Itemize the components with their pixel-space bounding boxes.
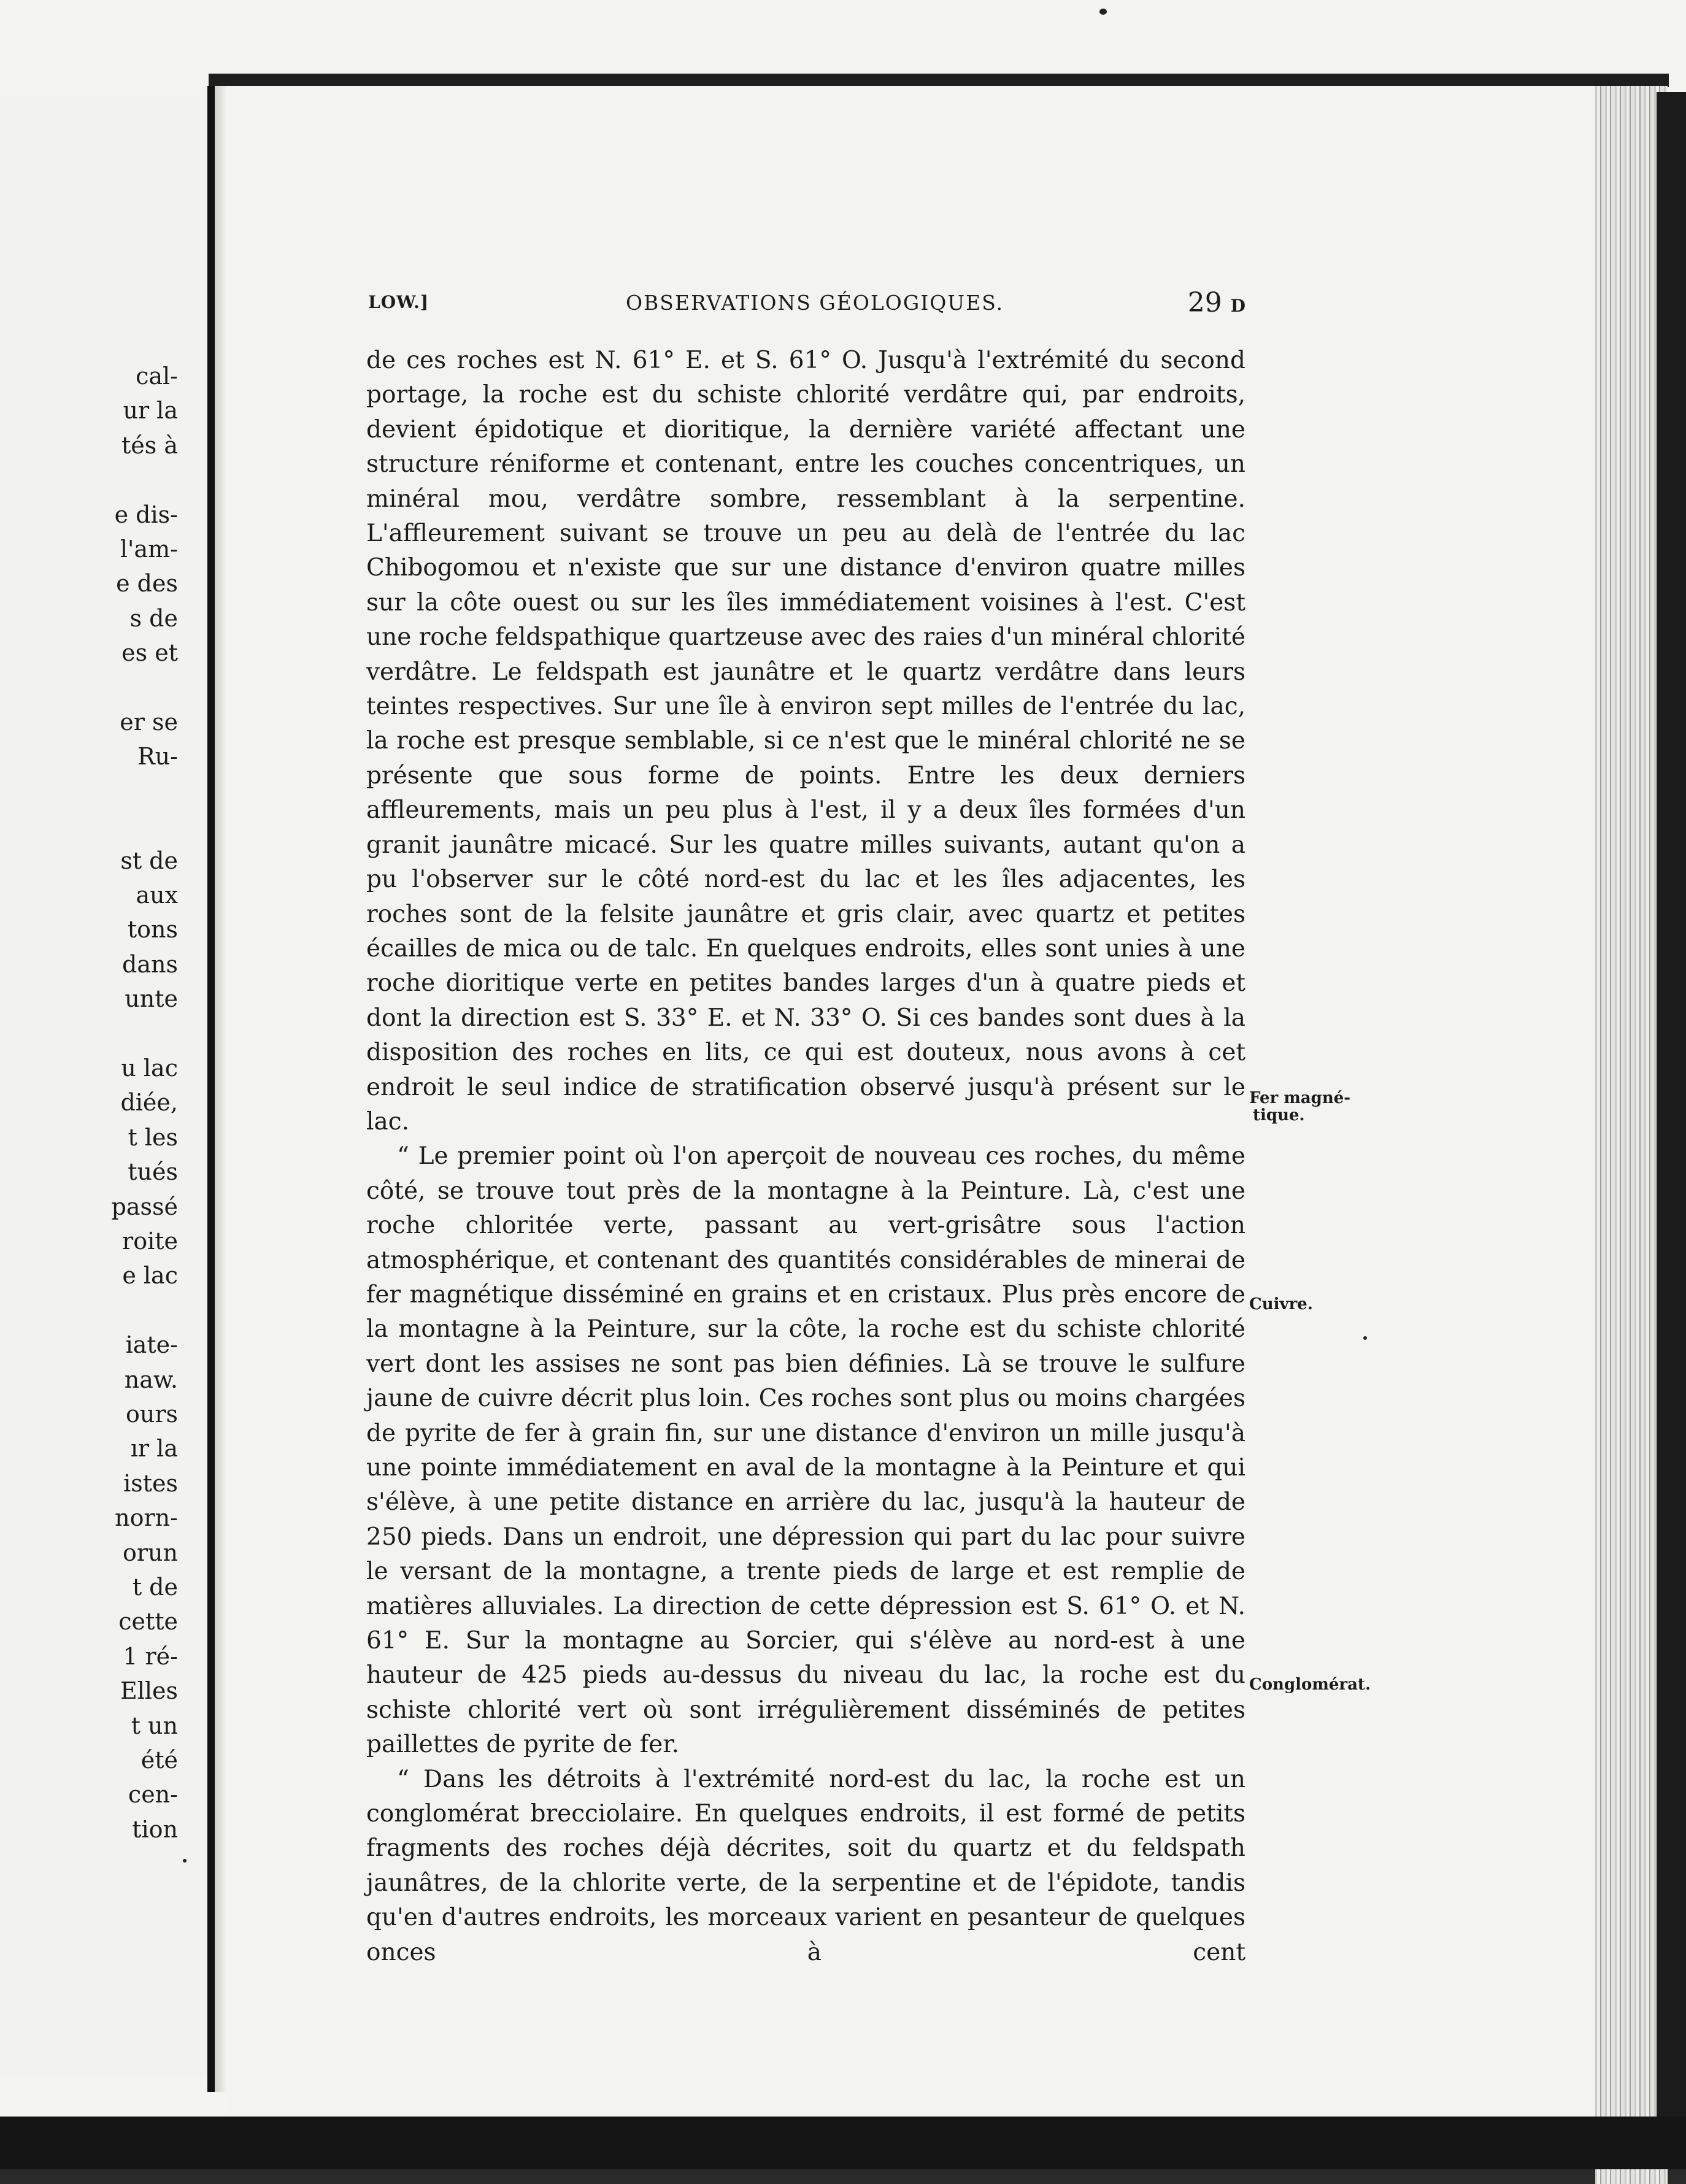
bottom-edge — [0, 2117, 1686, 2169]
left-page-line: tués — [128, 1158, 178, 1186]
margin-note-cuivre: Cuivre. — [1249, 1295, 1313, 1313]
page-number: 29 — [1187, 287, 1222, 318]
body-text — [366, 344, 1245, 1970]
left-page-line: er se — [120, 709, 178, 736]
left-page-line: e dis- — [114, 501, 178, 528]
left-page-line: st de — [120, 847, 178, 874]
left-page-line: cal- — [136, 363, 178, 390]
gutter-shadow — [215, 86, 226, 2092]
left-page-line: e lac — [122, 1262, 178, 1290]
page-suffix: D — [1230, 296, 1245, 316]
running-header — [368, 288, 1245, 325]
left-page-line: t de — [132, 1574, 178, 1601]
left-page-line: t les — [128, 1123, 178, 1151]
paragraph-1: de ces roches est N. 61° E. et S. 61° O. Jusqu'à l'extrémité du second portage, la roche est du schiste chlorité verdâtre qui, par endroits, devient épidotique et dioritique, la dernière variété affectant une structure réniforme et contenant, entre les couches concentriques, un minéral mou, verdâtre sombre, ressemblant à la serpentine. L'affleurement suivant se trouve un peu au delà de l'entrée du lac Chibogomou et n'existe que sur une distance d'environ quatre milles sur la côte ouest ou sur les îles immédiatement voisines à l'est. C'est une roche feldspathique quartzeuse avec des raies d'un minéral chlorité verdâtre. Le feldspath est jaunâtre et le quartz verdâtre dans leurs teintes respectives. Sur une île à environ sept milles de l'entrée du lac, la roche est presque semblable, si ce n'est que le minéral chlorité ne se présente que sous forme de points. Entre les deux derniers affleurements, mais un peu plus à l'est, il y a deux îles formées d'un granit jaunâtre micacé. Sur les quatre milles suivants, autant qu'on a pu l'observer sur le côté nord-est du lac et les îles adjacentes, les roches sont de la felsite jaunâtre et gris clair, avec quartz et petites écailles de mica ou de talc. En quelques endroits, elles sont unies à une roche dioritique verte en petites bandes larges d'un à quatre pieds et dont la direction est S. 33° E. et N. 33° O. Si ces bandes sont dues à la disposition des roches en lits, ce qui est douteux, nous avons à cet endroit le seul indice de stratification observé jusqu'à présent sur le lac. — [366, 347, 1245, 1136]
ink-speck — [1099, 9, 1107, 15]
left-page-line: aux — [136, 882, 178, 909]
left-page-line: passé — [111, 1193, 178, 1220]
left-page-line: istes — [123, 1469, 178, 1497]
header-page-number — [1188, 287, 1245, 318]
left-page-line: roite — [122, 1228, 178, 1255]
header-title: OBSERVATIONS GÉOLOGIQUES. — [626, 291, 1004, 315]
left-page-line: t un — [131, 1712, 178, 1739]
left-page-line: unte — [125, 985, 178, 1013]
left-page-line: 1 ré- — [123, 1642, 178, 1670]
left-page-line: dans — [122, 950, 178, 978]
left-page-line: l'am- — [120, 536, 178, 563]
left-page-line: u lac — [121, 1055, 178, 1082]
book-gutter — [207, 86, 215, 2092]
left-page-line: es et — [121, 639, 178, 667]
left-page-line: naw. — [124, 1366, 178, 1393]
ink-speck — [183, 1859, 187, 1863]
margin-note-fer — [1249, 1090, 1350, 1124]
book-cover-edge — [1657, 92, 1686, 2169]
left-page-line: ours — [125, 1401, 178, 1428]
ink-speck — [1363, 1336, 1367, 1340]
left-page-line: norn- — [115, 1504, 178, 1532]
left-page-line: été — [140, 1747, 178, 1774]
left-page-line: orun — [123, 1539, 178, 1566]
margin-note-fer-line1: Fer magné- — [1249, 1089, 1351, 1107]
left-page-line: diée, — [120, 1089, 178, 1117]
left-page-line: tons — [127, 916, 178, 944]
margin-note-conglomerat: Conglomérat. — [1249, 1675, 1371, 1694]
left-page-line: ır la — [130, 1435, 178, 1463]
left-page-line: ur la — [123, 397, 178, 425]
left-page-line: e des — [116, 570, 178, 598]
paragraph-2: “ Le premier point où l'on aperçoit de nouveau ces roches, du même côté, se trouve tout près de la montagne à la Peinture. Là, c'est une roche chloritée verte, passant au vert-grisâtre sous l'action atmosphérique, et contenant des quantités considérables de minerai de fer magnétique disséminé en grains et en cristaux. Plus près encore de la montagne à la Peinture, sur la côte, la roche est du schiste chlorité vert dont les assises ne sont pas bien définies. Là se trouve le sulfure jaune de cuivre décrit plus loin. Ces roches sont plus ou moins chargées de pyrite de fer à grain fin, sur une distance d'environ un mille jusqu'à une pointe immédiatement en aval de la montagne à la Peinture et qui s'élève, à une petite distance en arrière du lac, jusqu'à la hauteur de 250 pieds. Dans un endroit, une dépression qui part du lac pour suivre le versant de la montagne, a trente pieds de large et est remplie de matières alluviales. La direction de cette dépression est S. 61° O. et N. 61° E. Sur la montagne au Sorcier, qui s'élève au nord-est à une hauteur de 425 pieds au-dessus du niveau du lac, la roche est du schiste chlorité vert où sont irrégulièrement disséminés de petites paillettes de pyrite de fer. — [366, 1142, 1245, 1759]
left-page-line: tion — [132, 1815, 178, 1843]
header-author: LOW.] — [368, 292, 429, 312]
left-page-line: Elles — [120, 1677, 178, 1705]
left-page-line: cette — [118, 1608, 178, 1636]
left-page-line: s de — [129, 604, 178, 632]
margin-note-fer-line2: tique. — [1253, 1106, 1305, 1125]
left-page-line: tés à — [121, 431, 178, 459]
paragraph-3: “ Dans les détroits à l'extrémité nord-est du lac, la roche est un conglomérat brecciolaire. En quelques endroits, il est formé de petits fragments des roches déjà décrites, soit du quartz et du feldspath jaunâtres, de la chlorite verte, de la serpentine et de l'épidote, tandis qu'en d'autres endroits, les morceaux varient en pesanteur de quelques onces à cent — [366, 1765, 1245, 1966]
left-page-line: iate- — [125, 1331, 178, 1359]
top-edge-shadow — [209, 74, 1669, 87]
left-page — [0, 89, 207, 2077]
left-page-line: cen- — [128, 1781, 178, 1809]
left-page-line: Ru- — [137, 743, 178, 771]
